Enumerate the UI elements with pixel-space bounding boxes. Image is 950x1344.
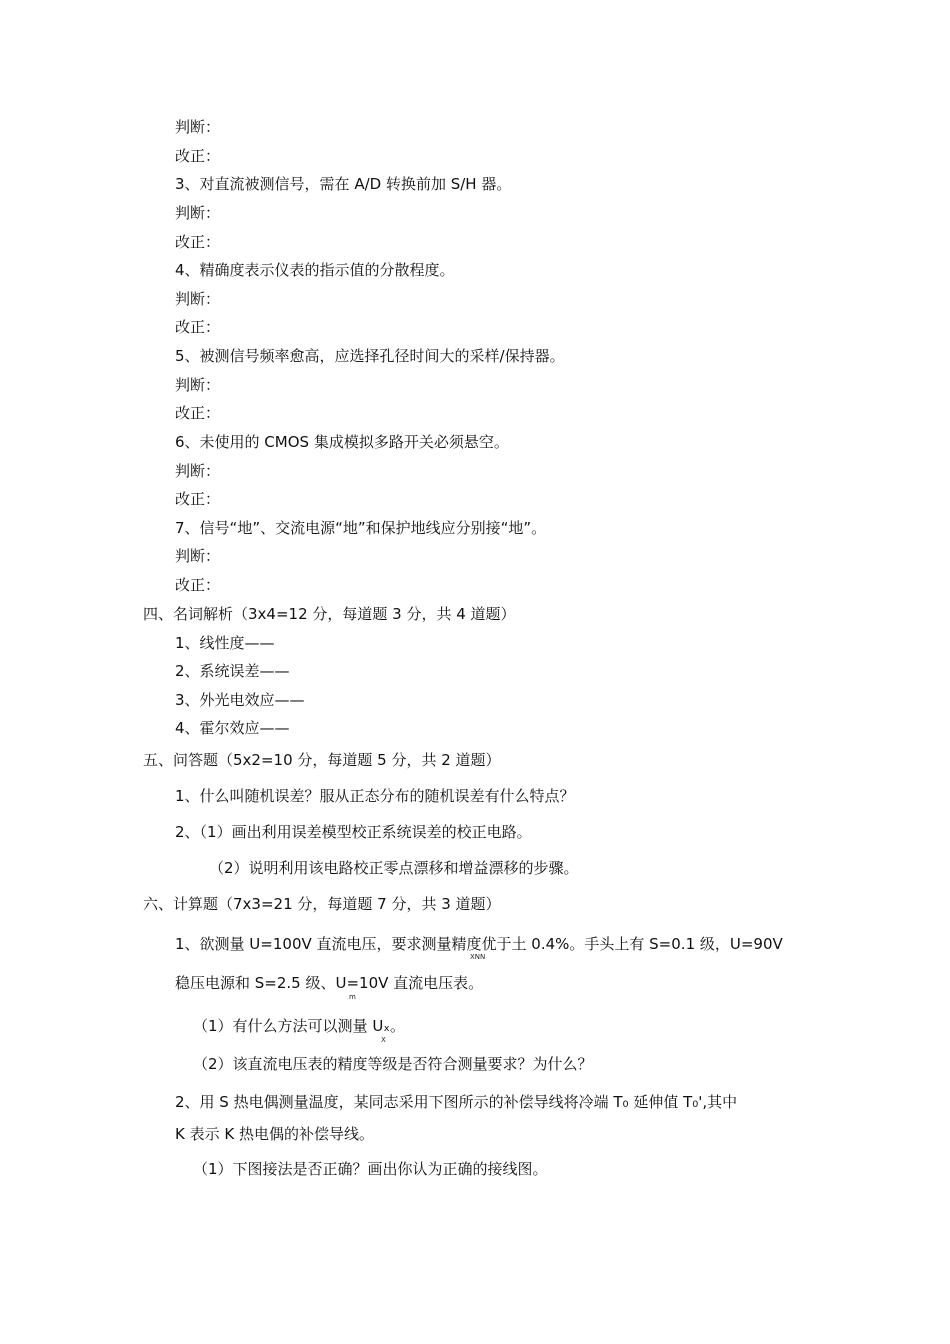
term-item: 2、系统误差—— [175,662,290,680]
question-5: 5、被测信号频率愈高，应选择孔径时间大的采样/保持器。 [175,347,565,365]
section-heading-5: 五、问答题（5x2=10 分，每道题 5 分，共 2 道题） [143,751,501,769]
qa-question-2: 2、（1）画出利用误差模型校正系统误差的校正电路。 [175,823,532,841]
question-3: 3、对直流被测信号，需在 A/D 转换前加 S/H 器。 [175,175,512,193]
term-item: 1、线性度—— [175,634,275,652]
correction-label: 改正： [175,576,221,594]
term-item: 3、外光电效应—— [175,691,305,709]
term-item: 4、霍尔效应—— [175,719,290,737]
section-heading-4: 四、名词解析（3x4=12 分，每道题 3 分，共 4 道题） [143,605,516,623]
judge-label: 判断： [175,118,221,136]
calc-question-1-part-2: （2）该直流电压表的精度等级是否符合测量要求？为什么？ [193,1055,593,1073]
correction-label: 改正： [175,318,221,336]
judge-label: 判断： [175,290,221,308]
section-heading-6: 六、计算题（7x3=21 分，每道题 7 分，共 3 道题） [143,895,501,913]
correction-label: 改正： [175,147,221,165]
question-6: 6、未使用的 CMOS 集成模拟多路开关必须悬空。 [175,433,509,451]
calc-question-1-cont: 稳压电源和 S=2.5 级、U=10V 直流电压表。 [175,974,484,992]
question-4: 4、精确度表示仪表的指示值的分散程度。 [175,261,455,279]
question-7: 7、信号“地”、交流电源“地”和保护地线应分别接“地”。 [175,519,547,537]
correction-label: 改正： [175,404,221,422]
judge-label: 判断： [175,547,221,565]
calc-question-2-part-1: （1）下图接法是否正确？画出你认为正确的接线图。 [193,1160,548,1178]
calc-question-1-part-1: （1）有什么方法可以测量 Uₓ。 [193,1017,405,1035]
calc-question-1: 1、欲测量 U=100V 直流电压，要求测量精度优于土 0.4%。手头上有 S=0.1 级，U=90V [175,935,783,953]
qa-question-1: 1、什么叫随机误差？服从正态分布的随机误差有什么特点？ [175,787,575,805]
subscript-label: m [349,993,356,1001]
judge-label: 判断： [175,204,221,222]
judge-label: 判断： [175,462,221,480]
calc-question-2-cont: K 表示 K 热电偶的补偿导线。 [175,1125,374,1143]
subscript-label: X [381,1036,386,1044]
calc-question-2: 2、用 S 热电偶测量温度，某同志采用下图所示的补偿导线将冷端 T₀ 延伸值 T₀',其中 [175,1093,738,1111]
judge-label: 判断： [175,376,221,394]
subscript-label: XNN [470,953,486,961]
qa-question-2-part-2: （2）说明利用该电路校正零点漂移和增益漂移的步骤。 [209,859,579,877]
correction-label: 改正： [175,233,221,251]
correction-label: 改正： [175,490,221,508]
